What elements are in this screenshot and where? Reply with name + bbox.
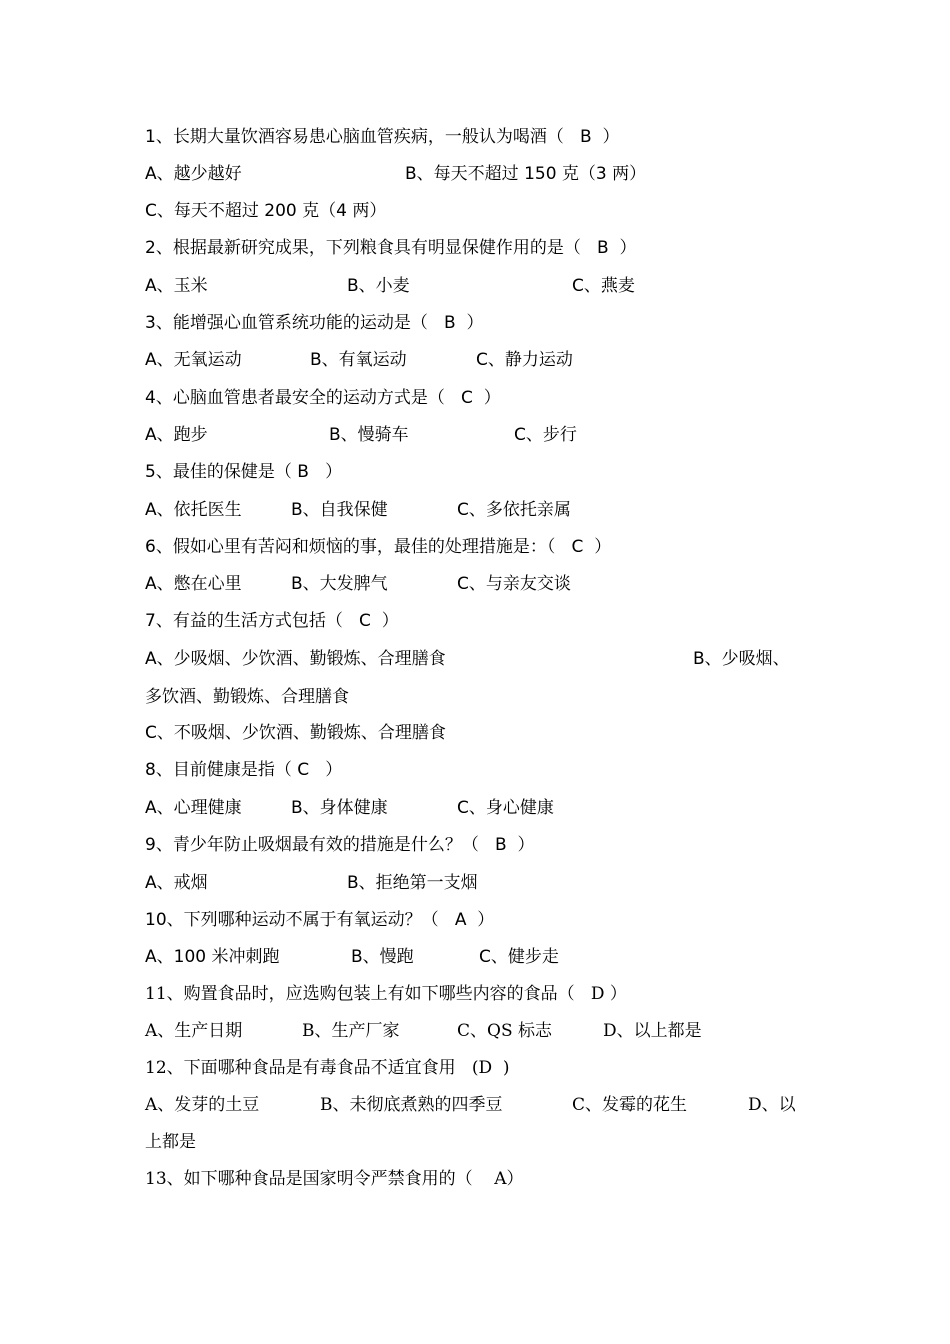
option-8a: A、心理健康: [145, 798, 242, 818]
question-10: 10、下列哪种运动不属于有氧运动？（ A ）: [145, 910, 495, 930]
question-9: 9、青少年防止吸烟最有效的措施是什么？（ B ）: [145, 835, 535, 855]
question-12: 12、下面哪种食品是有毒食品不适宜食用 (D ): [145, 1058, 510, 1078]
option-10a: A、100 米冲刺跑: [145, 947, 280, 967]
question-2: 2、根据最新研究成果，下列粮食具有明显保健作用的是（ B ）: [145, 238, 637, 258]
option-10c: C、健步走: [479, 947, 559, 967]
option-8b: B、身体健康: [291, 798, 388, 818]
option-2b: B、小麦: [347, 276, 410, 296]
option-4b: B、慢骑车: [329, 425, 409, 445]
option-11b: B、生产厂家: [302, 1021, 400, 1041]
option-12d-continued: 上都是: [145, 1132, 196, 1152]
option-12d: D、以: [748, 1095, 796, 1115]
option-6a: A、憋在心里: [145, 574, 242, 594]
question-3: 3、能增强心血管系统功能的运动是（ B ）: [145, 313, 484, 333]
option-7a: A、少吸烟、少饮酒、勤锻炼、合理膳食: [145, 649, 446, 669]
option-4c: C、步行: [514, 425, 577, 445]
option-10b: B、慢跑: [351, 947, 414, 967]
option-6c: C、与亲友交谈: [457, 574, 571, 594]
question-4: 4、心脑血管患者最安全的运动方式是（ C ）: [145, 388, 501, 408]
option-9a: A、戒烟: [145, 873, 208, 893]
option-1c: C、每天不超过 200 克（4 两）: [145, 201, 387, 221]
option-9b: B、拒绝第一支烟: [347, 873, 478, 893]
option-6b: B、大发脾气: [291, 574, 388, 594]
question-13: 13、如下哪种食品是国家明令严禁食用的（ A）: [145, 1169, 524, 1189]
option-1b: B、每天不超过 150 克（3 两）: [405, 164, 647, 184]
question-11: 11、购置食品时，应选购包装上有如下哪些内容的食品（ D ）: [145, 984, 627, 1004]
question-1: 1、长期大量饮酒容易患心脑血管疾病，一般认为喝酒（ B ）: [145, 127, 620, 147]
option-11d: D、以上都是: [603, 1021, 702, 1041]
option-7b: B、少吸烟、: [693, 649, 790, 669]
option-12b: B、未彻底煮熟的四季豆: [320, 1095, 503, 1115]
option-7c: C、不吸烟、少饮酒、勤锻炼、合理膳食: [145, 723, 446, 743]
option-3a: A、无氧运动: [145, 350, 242, 370]
option-7b-continued: 多饮酒、勤锻炼、合理膳食: [145, 687, 349, 707]
option-1a: A、越少越好: [145, 164, 242, 184]
option-8c: C、身心健康: [457, 798, 554, 818]
option-11c: C、QS 标志: [457, 1021, 552, 1041]
question-5: 5、最佳的保健是（ B ）: [145, 462, 343, 482]
option-2a: A、玉米: [145, 276, 208, 296]
question-8: 8、目前健康是指（ C ）: [145, 760, 343, 780]
option-12a: A、发芽的土豆: [145, 1095, 260, 1115]
question-7: 7、有益的生活方式包括（ C ）: [145, 611, 399, 631]
option-2c: C、燕麦: [572, 276, 635, 296]
option-3b: B、有氧运动: [310, 350, 407, 370]
option-3c: C、静力运动: [476, 350, 573, 370]
option-11a: A、生产日期: [145, 1021, 243, 1041]
option-5a: A、依托医生: [145, 500, 242, 520]
question-6: 6、假如心里有苦闷和烦恼的事，最佳的处理措施是：（ C ）: [145, 537, 612, 557]
option-12c: C、发霉的花生: [572, 1095, 688, 1115]
option-4a: A、跑步: [145, 425, 208, 445]
option-5b: B、自我保健: [291, 500, 388, 520]
option-5c: C、多依托亲属: [457, 500, 571, 520]
